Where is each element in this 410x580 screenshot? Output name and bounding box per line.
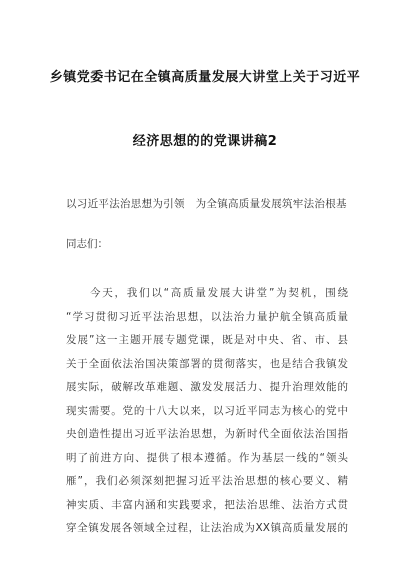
paragraph-line: 神实质、丰富内涵和实践要求，把法治思维、法治方式贯	[66, 498, 348, 511]
document-title-line-1: 乡镇党委书记在全镇高质量发展大讲堂上关于习近平	[49, 70, 361, 85]
paragraph-line: 明了前进方向、提供了根本遵循。作为基层一线的“领头	[66, 451, 348, 464]
document-subtitle: 以习近平法治思想为引领 为全镇高质量发展筑牢法治根基	[66, 198, 347, 210]
paragraph-line: 展实际，破解改革难题、激发发展活力、提升治理效能的	[66, 381, 348, 393]
paragraph-line: 关于全面依法治国决策部署的贯彻落实，也是结合我镇发	[66, 357, 348, 370]
paragraph-line: 现实需要。党的十八大以来，以习近平同志为核心的党中	[66, 404, 348, 417]
paragraph-line: 发展”这一主题开展专题党课，既是对中央、省、市、县	[66, 334, 348, 346]
paragraph-line: 央创造性提出习近平法治思想，为新时代全面依法治国指	[66, 428, 348, 440]
document-title-line-2: 经济思想的的党课讲稿2	[132, 134, 278, 149]
paragraph-line: 雁”，我们必须深刻把握习近平法治思想的核心要义、精	[66, 475, 348, 487]
paragraph-line: 穿全镇发展各领域全过程，让法治成为XX镇高质量发展的	[66, 522, 348, 534]
paragraph-line: 今天，我们以“高质量发展大讲堂”为契机，围绕	[90, 287, 348, 299]
salutation: 同志们：	[66, 238, 108, 250]
body-paragraph	[66, 282, 348, 541]
paragraph-line: “学习贯彻习近平法治思想，以法治力量护航全镇高质量	[66, 310, 348, 323]
